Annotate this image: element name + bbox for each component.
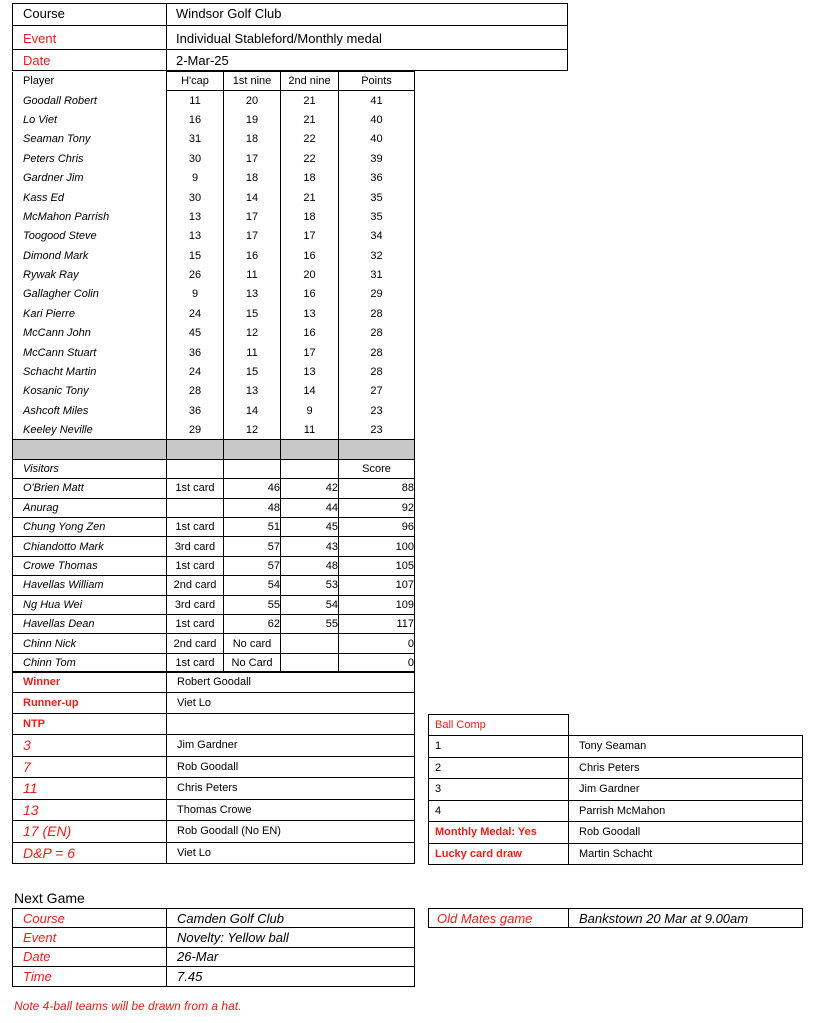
winner-row-value: Robert Goodall: [167, 672, 415, 693]
player-name: Goodall Robert: [13, 91, 167, 110]
ntp-label: NTP: [13, 714, 167, 735]
second-nine-col-header: 2nd nine: [281, 72, 339, 91]
table-row: [13, 517, 415, 536]
first-nine-value: 12: [224, 324, 281, 343]
table-row: [13, 421, 415, 440]
hcap-value: 45: [167, 324, 224, 343]
visitor-first-score: 55: [224, 595, 281, 614]
hcap-value: 16: [167, 110, 224, 129]
hcap-value: 13: [167, 227, 224, 246]
visitor-name: Chung Yong Zen: [13, 517, 167, 536]
visitor-second-score: 44: [281, 498, 339, 517]
second-nine-value: 11: [281, 421, 339, 440]
table-row: [13, 576, 415, 595]
first-nine-value: 15: [224, 362, 281, 381]
table-row: [13, 227, 415, 246]
visitor-total-score: 107: [339, 576, 415, 595]
second-nine-value: 9: [281, 401, 339, 420]
ball-comp-position: Monthly Medal: Yes: [429, 822, 569, 844]
ntp-header-blank: [167, 714, 415, 735]
hcap-value: 13: [167, 207, 224, 226]
visitor-first-score: No Card: [224, 653, 281, 672]
ball-comp-position: 1: [429, 736, 569, 758]
visitor-second-score: [281, 634, 339, 653]
next-time-value: 7.45: [177, 968, 203, 984]
next-game-title: Next Game: [14, 890, 85, 906]
hcap-value: 11: [167, 91, 224, 110]
player-name: Schacht Martin: [13, 362, 167, 381]
visitor-name: Havellas Dean: [13, 614, 167, 633]
table-row: [13, 343, 415, 362]
points-value: 29: [339, 285, 415, 304]
visitor-first-score: 57: [224, 537, 281, 556]
visitor-name: Havellas William: [13, 576, 167, 595]
table-row: [13, 498, 415, 517]
next-event-label: Event: [23, 930, 57, 946]
visitor-card: 1st card: [167, 517, 224, 536]
winner-row-label: Winner: [13, 672, 167, 693]
visitors-header-blank: [281, 459, 339, 478]
ntp-winner: Rob Goodall (No EN): [167, 821, 415, 843]
old-mates-value: Bankstown 20 Mar at 9.00am: [579, 910, 749, 926]
second-nine-value: 16: [281, 324, 339, 343]
runnerup-row-value: Viet Lo: [167, 693, 415, 714]
player-name: Kosanic Tony: [13, 382, 167, 401]
table-row: [13, 595, 415, 614]
player-name: Gardner Jim: [13, 168, 167, 187]
table-row: [13, 382, 415, 401]
course-label-cell: [12, 3, 167, 26]
visitor-card: 3rd card: [167, 537, 224, 556]
hcap-value: 9: [167, 168, 224, 187]
visitor-card: 3rd card: [167, 595, 224, 614]
points-value: 28: [339, 324, 415, 343]
ball-comp-label: Ball Comp: [429, 715, 569, 736]
next-game-table: [12, 908, 415, 987]
points-value: 40: [339, 130, 415, 149]
results-table: [12, 671, 415, 864]
visitor-total-score: 117: [339, 614, 415, 633]
visitor-card: [167, 498, 224, 517]
ball-comp-row: [429, 822, 803, 844]
player-name: Lo Viet: [13, 110, 167, 129]
next-course-value: Camden Golf Club: [177, 910, 284, 926]
visitors-header-blank: [224, 459, 281, 478]
ntp-winner: Rob Goodall: [167, 756, 415, 778]
table-row: [13, 537, 415, 556]
second-nine-value: 13: [281, 362, 339, 381]
ntp-row: [13, 799, 415, 821]
player-header-row: [13, 72, 415, 91]
second-nine-value: 21: [281, 110, 339, 129]
second-nine-value: 14: [281, 382, 339, 401]
ball-comp-header-blank: [569, 715, 803, 736]
second-nine-value: 22: [281, 149, 339, 168]
ntp-hole: 11: [13, 778, 167, 800]
visitor-first-score: 54: [224, 576, 281, 595]
ball-comp-position: Lucky card draw: [429, 843, 569, 865]
grey-separator-cell: [339, 440, 415, 459]
points-value: 28: [339, 304, 415, 323]
table-row: [13, 362, 415, 381]
hcap-value: 29: [167, 421, 224, 440]
table-row: [13, 149, 415, 168]
points-value: 36: [339, 168, 415, 187]
visitor-card: 1st card: [167, 479, 224, 498]
grey-separator-cell: [13, 440, 167, 459]
points-value: 35: [339, 207, 415, 226]
visitor-name: Anurag: [13, 498, 167, 517]
next-date-label: Date: [23, 949, 51, 965]
visitor-second-score: 53: [281, 576, 339, 595]
next-course-label: Course: [23, 910, 65, 926]
first-nine-value: 14: [224, 401, 281, 420]
player-name: McCann John: [13, 324, 167, 343]
next-time-row: [13, 967, 415, 986]
player-name: Toogood Steve: [13, 227, 167, 246]
hcap-col-header: H'cap: [167, 72, 224, 91]
first-nine-value: 18: [224, 130, 281, 149]
first-nine-value: 19: [224, 110, 281, 129]
visitor-name: Chiandotto Mark: [13, 537, 167, 556]
table-row: [13, 91, 415, 110]
visitor-card: 2nd card: [167, 634, 224, 653]
points-value: 41: [339, 91, 415, 110]
event-label: Event: [23, 31, 57, 46]
points-value: 31: [339, 265, 415, 284]
table-row: [13, 401, 415, 420]
second-nine-value: 17: [281, 343, 339, 362]
table-row: [13, 479, 415, 498]
second-nine-value: 17: [281, 227, 339, 246]
ntp-winner: Jim Gardner: [167, 735, 415, 757]
first-nine-value: 18: [224, 168, 281, 187]
ntp-header-row: [13, 714, 415, 735]
ball-comp-player: Martin Schacht: [569, 843, 803, 865]
event-label-cell: [12, 25, 167, 50]
next-time-label: Time: [23, 968, 52, 984]
second-nine-value: 20: [281, 265, 339, 284]
visitor-name: Ng Hua Wei: [13, 595, 167, 614]
points-value: 28: [339, 362, 415, 381]
visitor-card: 1st card: [167, 556, 224, 575]
next-event-row: [13, 928, 415, 947]
player-name: Ashcoft Miles: [13, 401, 167, 420]
first-nine-value: 20: [224, 91, 281, 110]
visitor-second-score: 48: [281, 556, 339, 575]
points-col-header: Points: [339, 72, 415, 91]
second-nine-value: 13: [281, 304, 339, 323]
ntp-winner: Chris Peters: [167, 778, 415, 800]
table-row: [13, 653, 415, 672]
hcap-value: 24: [167, 362, 224, 381]
ball-comp-player: Tony Seaman: [569, 736, 803, 758]
old-mates-label: Old Mates game: [437, 910, 533, 926]
course-value: Windsor Golf Club: [176, 6, 282, 21]
ball-comp-row: [429, 800, 803, 822]
points-value: 28: [339, 343, 415, 362]
ball-comp-player: Jim Gardner: [569, 779, 803, 801]
visitor-total-score: 96: [339, 517, 415, 536]
visitor-total-score: 92: [339, 498, 415, 517]
second-nine-value: 18: [281, 207, 339, 226]
first-nine-value: 16: [224, 246, 281, 265]
date-value-cell: [166, 49, 568, 71]
player-name: McMahon Parrish: [13, 207, 167, 226]
ball-comp-header-row: [429, 715, 803, 736]
visitor-second-score: 55: [281, 614, 339, 633]
table-row: [13, 246, 415, 265]
first-nine-value: 12: [224, 421, 281, 440]
old-mates-table: [428, 908, 803, 928]
ntp-hole: 13: [13, 799, 167, 821]
first-nine-value: 17: [224, 227, 281, 246]
ball-comp-position: 2: [429, 757, 569, 779]
visitors-header-blank: [167, 459, 224, 478]
points-value: 27: [339, 382, 415, 401]
points-value: 32: [339, 246, 415, 265]
next-course-row: [13, 909, 415, 928]
table-row: [13, 188, 415, 207]
hcap-value: 36: [167, 343, 224, 362]
old-mates-row: [429, 909, 803, 928]
player-name: Seaman Tony: [13, 130, 167, 149]
next-date-value: 26-Mar: [177, 949, 219, 965]
ball-comp-table: [428, 714, 803, 865]
player-name: Peters Chris: [13, 149, 167, 168]
first-nine-value: 17: [224, 149, 281, 168]
points-value: 23: [339, 421, 415, 440]
second-nine-value: 21: [281, 91, 339, 110]
player-name: Rywak Ray: [13, 265, 167, 284]
player-name: Dimond Mark: [13, 246, 167, 265]
grey-separator-cell: [167, 440, 224, 459]
player-name: Kass Ed: [13, 188, 167, 207]
ball-comp-position: 3: [429, 779, 569, 801]
table-row: [13, 614, 415, 633]
ntp-hole: 7: [13, 756, 167, 778]
ntp-row: [13, 842, 415, 864]
score-label: Score: [339, 459, 415, 478]
points-value: 34: [339, 227, 415, 246]
event-value-cell: [166, 25, 568, 50]
ntp-winner: Viet Lo: [167, 842, 415, 864]
visitor-second-score: 54: [281, 595, 339, 614]
second-nine-value: 22: [281, 130, 339, 149]
table-row: [13, 265, 415, 284]
grey-separator-cell: [281, 440, 339, 459]
player-col-header: Player: [13, 72, 167, 91]
hcap-value: 36: [167, 401, 224, 420]
visitor-second-score: [281, 653, 339, 672]
player-name: McCann Stuart: [13, 343, 167, 362]
date-label-cell: [12, 49, 167, 71]
table-row: [13, 110, 415, 129]
table-row: [13, 304, 415, 323]
table-row: [13, 285, 415, 304]
second-nine-value: 18: [281, 168, 339, 187]
ntp-hole: D&P = 6: [13, 842, 167, 864]
hcap-value: 26: [167, 265, 224, 284]
note-text: Note 4-ball teams will be drawn from a hat.: [14, 999, 242, 1013]
player-results-table: [12, 71, 415, 673]
runnerup-row: [13, 693, 415, 714]
next-event-value: Novelty: Yellow ball: [177, 930, 289, 946]
first-nine-value: 14: [224, 188, 281, 207]
hcap-value: 30: [167, 188, 224, 207]
hcap-value: 24: [167, 304, 224, 323]
visitor-first-score: 57: [224, 556, 281, 575]
points-value: 23: [339, 401, 415, 420]
ntp-hole: 3: [13, 735, 167, 757]
table-row: [13, 556, 415, 575]
visitor-second-score: 43: [281, 537, 339, 556]
second-nine-value: 21: [281, 188, 339, 207]
player-name: Kari Pierre: [13, 304, 167, 323]
player-name: Gallagher Colin: [13, 285, 167, 304]
visitor-first-score: 51: [224, 517, 281, 536]
visitor-name: Chinn Tom: [13, 653, 167, 672]
first-nine-value: 11: [224, 343, 281, 362]
date-value: 2-Mar-25: [176, 53, 229, 68]
ball-comp-position: 4: [429, 800, 569, 822]
ball-comp-player: Chris Peters: [569, 757, 803, 779]
visitor-name: O'Brien Matt: [13, 479, 167, 498]
first-nine-col-header: 1st nine: [224, 72, 281, 91]
first-nine-value: 13: [224, 382, 281, 401]
visitor-total-score: 0: [339, 653, 415, 672]
table-row: [13, 207, 415, 226]
visitor-name: Crowe Thomas: [13, 556, 167, 575]
ntp-winner: Thomas Crowe: [167, 799, 415, 821]
ball-comp-row: [429, 736, 803, 758]
points-value: 35: [339, 188, 415, 207]
player-name: Keeley Neville: [13, 421, 167, 440]
visitor-total-score: 100: [339, 537, 415, 556]
hcap-value: 15: [167, 246, 224, 265]
visitor-total-score: 0: [339, 634, 415, 653]
visitor-total-score: 109: [339, 595, 415, 614]
ntp-row: [13, 821, 415, 843]
winner-row: [13, 672, 415, 693]
visitor-card: 1st card: [167, 653, 224, 672]
visitor-total-score: 105: [339, 556, 415, 575]
first-nine-value: 13: [224, 285, 281, 304]
visitor-first-score: 62: [224, 614, 281, 633]
visitors-header-row: [13, 459, 415, 478]
first-nine-value: 11: [224, 265, 281, 284]
date-label: Date: [23, 53, 51, 68]
ntp-row: [13, 735, 415, 757]
course-label: Course: [23, 6, 65, 21]
hcap-value: 31: [167, 130, 224, 149]
visitor-second-score: 42: [281, 479, 339, 498]
table-row: [13, 634, 415, 653]
grey-separator-row: [13, 440, 415, 459]
second-nine-value: 16: [281, 246, 339, 265]
points-value: 40: [339, 110, 415, 129]
visitor-card: 2nd card: [167, 576, 224, 595]
hcap-value: 9: [167, 285, 224, 304]
first-nine-value: 15: [224, 304, 281, 323]
ntp-row: [13, 756, 415, 778]
visitor-name: Chinn Nick: [13, 634, 167, 653]
table-row: [13, 130, 415, 149]
visitor-card: 1st card: [167, 614, 224, 633]
course-value-cell: [166, 3, 568, 26]
visitor-first-score: 48: [224, 498, 281, 517]
runnerup-row-label: Runner-up: [13, 693, 167, 714]
table-row: [13, 324, 415, 343]
ball-comp-row: [429, 843, 803, 865]
visitor-first-score: No card: [224, 634, 281, 653]
visitors-label: Visitors: [13, 459, 167, 478]
hcap-value: 30: [167, 149, 224, 168]
ball-comp-player: Rob Goodall: [569, 822, 803, 844]
visitor-total-score: 88: [339, 479, 415, 498]
ball-comp-row: [429, 757, 803, 779]
ball-comp-player: Parrish McMahon: [569, 800, 803, 822]
grey-separator-cell: [224, 440, 281, 459]
ntp-row: [13, 778, 415, 800]
ball-comp-row: [429, 779, 803, 801]
second-nine-value: 16: [281, 285, 339, 304]
visitor-first-score: 46: [224, 479, 281, 498]
table-row: [13, 168, 415, 187]
hcap-value: 28: [167, 382, 224, 401]
event-value: Individual Stableford/Monthly medal: [176, 31, 382, 46]
points-value: 39: [339, 149, 415, 168]
first-nine-value: 17: [224, 207, 281, 226]
visitor-second-score: 45: [281, 517, 339, 536]
next-date-row: [13, 947, 415, 966]
ntp-hole: 17 (EN): [13, 821, 167, 843]
